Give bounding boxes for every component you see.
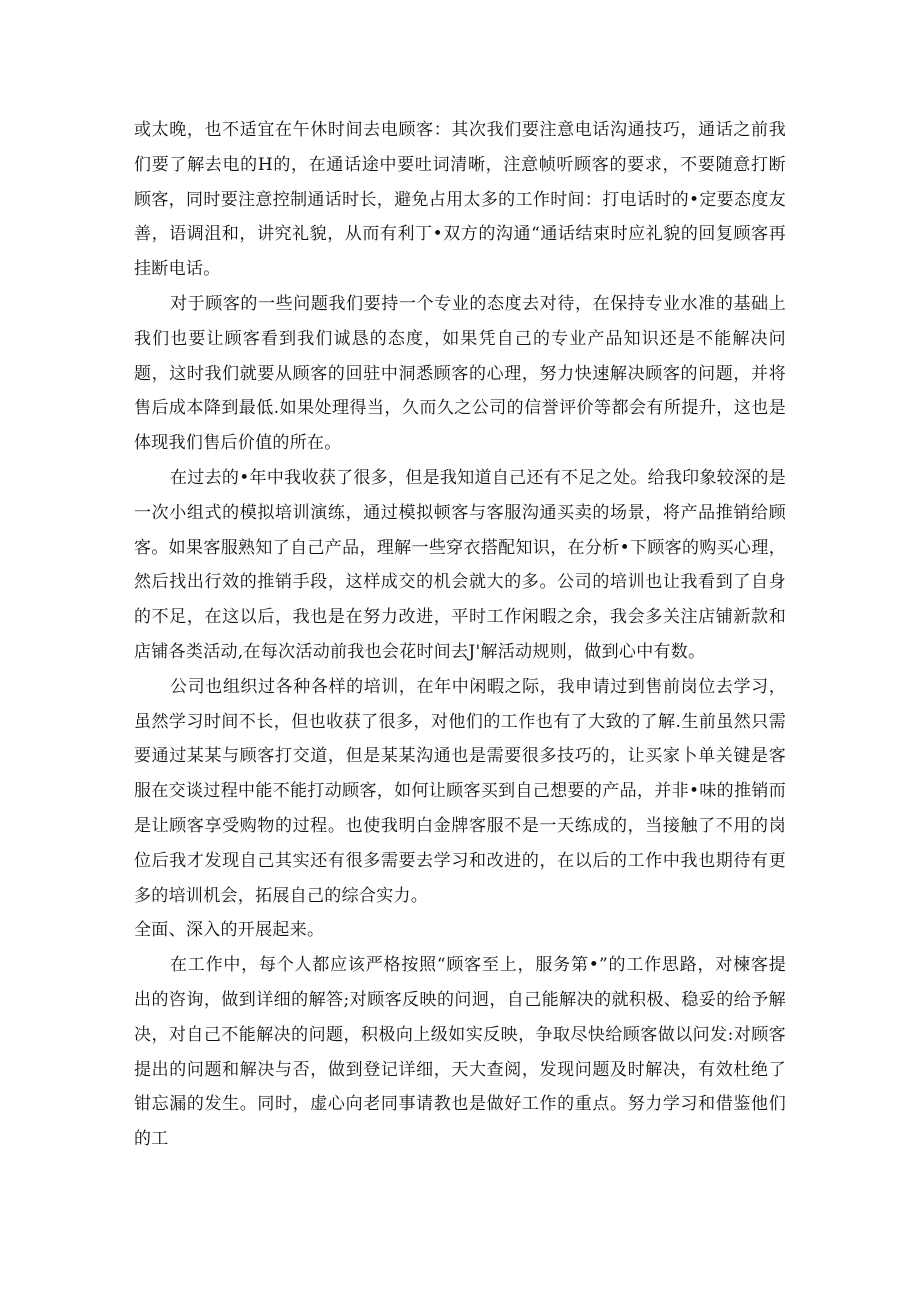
paragraph-4: 公司也组织过各种各样的培训，在年中闲暇之际，我申请过到售前岗位去学习，虽然学习时间不长，但也收获了很多，对他们的工作也有了大致的了解.生前虽然只需要通过某某与顾客打交道，但是某某沟通也是需要很多技巧的，让买家卜单关键是客服在交谈过程中能不能打动顾客，如何让顾客买到自己想要的产品，并非•味的推销而是让顾客享受购物的过程。也使我明白金牌客服不是一天练成的，当接触了不用的岗位后我才发现自己其实还有很多需要去学习和改进的，在以后的工作中我也期待有更多的培训机会，拓展自己的综合实力。 [134,676,786,906]
paragraph-6: 在工作中，每个人都应该严格按照“顾客至上，服务第•”的工作思路，对楝客提出的咨询，做到详细的解答;对顾客反映的问迥，自己能解决的就积极、稳妥的给予解决，对自己不能解决的问题，积极向上级如实反映，争取尽快给顾客做以问发:对顾客提出的问题和解决与否，做到登记详细，天大查阅，发现问题及时解决，有效杜绝了钳忘漏的发生。同时，虚心向老同事请教也是做好工作的重点。努力学习和借鉴他们的工 [134,955,786,1150]
paragraph-1: 或太晚，也不适宜在午休时间去电顾客：其次我们要注意电话沟通技巧，通话之前我们要了解去电的H的，在通话途中要吐词清晰，注意帧听顾客的要求，不要随意打断顾客，同时要注意控制通话时长，避免占用太多的工作时间：打电话时的•定要态度友善，语调沮和，讲究礼貌，从而有利丁•双方的沟通“通话结束时应礼貌的回复顾客再挂断电话。 [134,120,786,280]
paragraph-2: 对于顾客的一些问题我们要持一个专业的态度去对待，在保持专业水准的基础上我们也要让顾客看到我们诚恳的态度，如果凭自己的专业产品知识还是不能解决问题，这时我们就要从顾客的回驻中洞悉顾客的心理，努力快速解决顾客的问题，并将售后成本降到最低.如果处理得当，久而久之公司的信誉评价等都会有所提升，这也是体现我们售后价值的所在。 [134,293,786,454]
document-body [134,113,786,1157]
paragraph-3: 在过去的•年中我收获了很多，但是我知道自己还有不足之处。给我印象较深的是一次小组式的模拟培训演练，通过模拟顿客与客服沟通买卖的场景，将产品推销给顾客。如果客服熟知了自己产品，理解一些穿衣搭配知识，在分析•下顾客的购买心理，然后找出行效的推销手段，这样成交的机会就大的多。公司的培训也让我看到了自身的不足，在这以后，我也是在努力改进，平时工作闲暇之余，我会多关注店铺新款和店铺各类活动,在每次活动前我也会花时间去J'解活动规则，做到心中有数。 [134,467,786,662]
paragraph-5: 全面、深入的开展起来。 [134,920,325,941]
